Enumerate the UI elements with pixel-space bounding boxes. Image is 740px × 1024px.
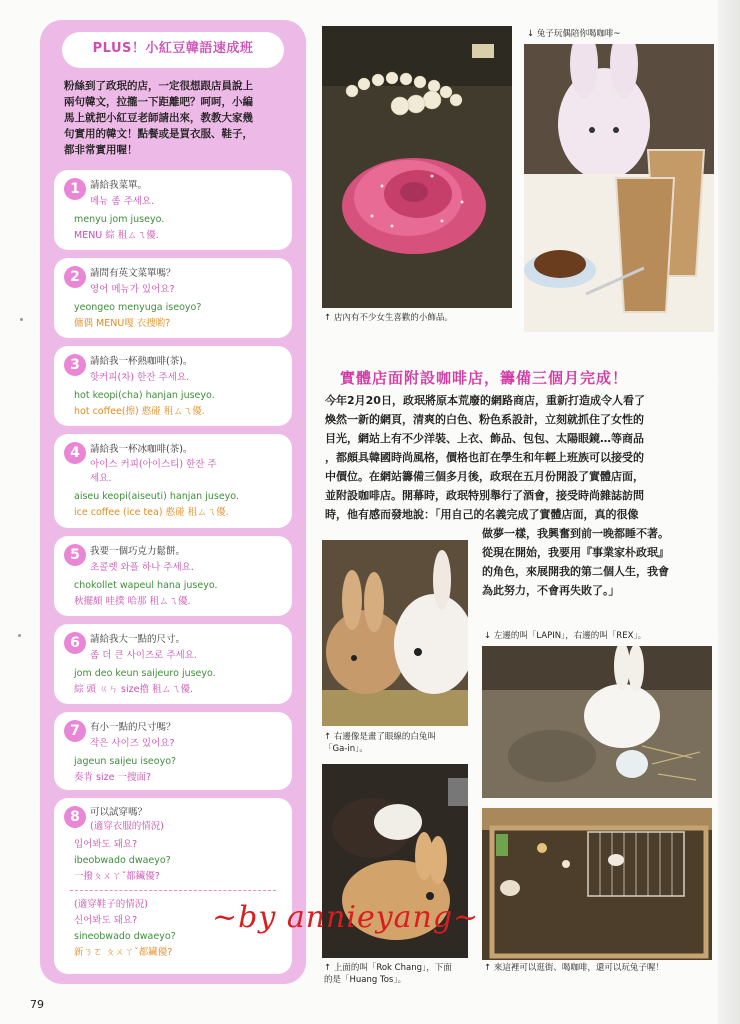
body-line: 時，他有感而發地說：「用自己的名義完成了實體店面，真的很像	[325, 508, 639, 521]
lesson-card	[54, 712, 292, 790]
body-line: 今年2月20日，政珉將原本荒廢的網路商店，重新打造成令人看了	[325, 394, 645, 407]
accessories-illustration	[322, 26, 512, 308]
romanized-phrase: jom deo keun saijeuro juseyo.	[74, 668, 216, 679]
korean-phrase: 좀 더 큰 사이즈로 주세요.	[90, 650, 197, 661]
photo-caption	[324, 731, 436, 755]
romanized-phrase: menyu jom juseyo.	[74, 214, 165, 225]
body-line: ，都頗具韓國時尚風格，價格也訂在學生和年輕上班族可以接受的	[325, 451, 644, 464]
body-line: 為此努力，不會再失敗了。」	[482, 584, 620, 597]
lesson-number: 4	[64, 442, 86, 464]
photo-caption: ↓ 兔子玩偶陪你喝咖啡~	[527, 29, 621, 39]
romanized-phrase: jageun saijeu iseoyo?	[74, 756, 177, 767]
body-line: 的角色，來展開我的第二個人生，我會	[482, 565, 669, 578]
phonetic-phrase: 一撥ㄆㄨㄚˇ都鑶優?	[74, 871, 160, 882]
romanized-phrase: yeongeo menyuga iseoyo?	[74, 302, 202, 313]
romanized-phrase: hot keopi(cha) hanjan juseyo.	[74, 390, 215, 401]
body-line: 煥然一新的網頁，清爽的白色、粉色系設計，立刻就抓住了女性的	[325, 413, 644, 426]
play-area-illustration	[482, 808, 712, 960]
photo-caption: ↑ 店內有不少女生喜歡的小飾品。	[324, 313, 453, 323]
cafe-illustration	[524, 44, 714, 332]
phonetic-phrase: 新ㄋㄛ ㄆㄨㄚˇ都鑶優?	[74, 947, 173, 958]
phonetic-phrase: MENU 綜 租ㄙㄟ優.	[74, 230, 159, 241]
lesson-number: 5	[64, 544, 86, 566]
caption-line: 「Ga-in」。	[324, 744, 368, 754]
korean-phrase: 영어 메뉴가 있어요?	[90, 284, 175, 295]
divider	[70, 890, 276, 891]
photo-caption: ↓ 左邊的叫「LAPIN」，右邊的叫「REX」。	[484, 631, 647, 641]
rabbits-illustration	[322, 540, 468, 726]
article-body	[325, 391, 717, 524]
lesson-card	[54, 536, 292, 616]
lesson-number: 7	[64, 720, 86, 742]
body-line: 中價位。在網站籌備三個多月後，政珉在五月份開設了實體店面，	[325, 470, 644, 483]
phonetic-phrase: hot coffee(擦) 憨碰 租ㄙㄟ優.	[74, 406, 205, 417]
korean-phrase: 신어봐도 돼요?	[74, 915, 138, 926]
lesson-card	[54, 798, 292, 974]
korean-phrase: 입어봐도 돼요?	[74, 839, 138, 850]
romanized-phrase: aiseu keopi(aiseuti) hanjan juseyo.	[74, 491, 239, 502]
lesson-card	[54, 434, 292, 528]
chinese-phrase: 請給我一杯熱咖啡(茶)。	[90, 356, 193, 367]
lapin-rex-illustration	[482, 646, 712, 798]
lesson-number: 1	[64, 178, 86, 200]
phonetic-phrase: 秋擺頗 哇撲 哈那 租ㄙㄟ優.	[74, 596, 191, 607]
intro-line: 都非常實用喔！	[64, 144, 138, 156]
chinese-phrase: 有小一點的尺寸嗎？	[90, 722, 176, 733]
korean-phrase: 아이스 커피(아이스티) 한잔 주	[90, 459, 217, 470]
intro-line: 粉絲到了政珉的店，一定很想跟店員說上	[64, 80, 253, 92]
sidebar-title: PLUS！小紅豆韓語速成班	[62, 32, 284, 68]
article-headline: 實體店面附設咖啡店，籌備三個月完成！	[340, 369, 629, 387]
lesson-card	[54, 624, 292, 704]
korean-phrase-cont: 세요.	[90, 473, 112, 484]
body-line: 並附設咖啡店。開幕時，政珉特別舉行了酒會，接受時尚雜誌訪問	[325, 489, 644, 502]
usage-note: (適穿衣服的情況)	[90, 821, 164, 832]
chinese-phrase: 我要一個巧克力鬆餅。	[90, 546, 186, 557]
romanized-phrase: ibeobwado dwaeyo?	[74, 855, 171, 866]
lesson-number: 8	[64, 806, 86, 828]
intro-line: 句實用的韓文！點餐或是買衣服、鞋子，	[64, 128, 253, 140]
body-line: 目光，網站上有不少洋裝、上衣、飾品、包包、太陽眼鏡…等商品	[325, 432, 644, 445]
chinese-phrase: 可以試穿嗎？	[90, 807, 148, 818]
korean-lesson-sidebar	[40, 20, 306, 984]
caption-line: 的是「Huang Tos」。	[324, 975, 407, 985]
body-line: 從現在開始，我要用『事業家朴政珉』	[482, 546, 669, 559]
phonetic-phrase: ice coffee (ice tea) 憨碰 租ㄙㄟ優.	[74, 507, 229, 518]
lapin-rex-photo	[482, 646, 712, 798]
photo-caption: ↑ 來這裡可以逛街、喝咖啡，還可以玩兔子喔！	[484, 963, 664, 973]
lesson-number: 2	[64, 266, 86, 288]
phonetic-phrase: 奏肯 size 一捜面?	[74, 772, 152, 783]
rabbits-photo	[322, 540, 468, 726]
korean-phrase: 초콜렛 와플 하나 주세요.	[90, 562, 194, 573]
romanized-phrase: chokollet wapeul hana juseyo.	[74, 580, 218, 591]
chinese-phrase: 請給我大一點的尺寸。	[90, 634, 186, 645]
chinese-phrase: 請給我一杯冰咖啡(茶)。	[90, 444, 193, 455]
page-spine	[718, 0, 740, 1024]
page-number: 79	[30, 998, 44, 1011]
korean-phrase: 작은 사이즈 있어요?	[90, 738, 175, 749]
accessories-photo	[322, 26, 512, 308]
phonetic-phrase: 綜 頭 ㄍㄣ size擼 租ㄙㄟ優.	[74, 684, 194, 695]
chinese-phrase: 請問有英文菜單嗎？	[90, 268, 176, 279]
korean-phrase: 핫커피(차) 한잔 주세요.	[90, 372, 190, 383]
chinese-phrase: 請給我菜單。	[90, 180, 148, 191]
intro-line: 兩句韓文，拉攏一下距離吧？呵呵，小編	[64, 96, 253, 108]
caption-line: ↑ 右邊像是畫了眼線的白兔叫	[324, 732, 436, 742]
lesson-card	[54, 170, 292, 250]
usage-note: (適穿鞋子的情況)	[74, 899, 148, 910]
photo-caption	[324, 962, 452, 986]
lesson-card	[54, 346, 292, 426]
intro-line: 馬上就把小紅豆老師請出來，教教大家幾	[64, 112, 253, 124]
article-body-continued	[482, 524, 717, 600]
caption-line: ↑ 上面的叫「Rok Chang」，下面	[324, 963, 452, 973]
cafe-photo	[524, 44, 714, 332]
scan-speck	[18, 634, 21, 637]
body-line: 做夢一樣，我興奮到前一晚都睡不著。	[482, 527, 669, 540]
watermark: ~by annieyang~	[212, 900, 480, 935]
scan-speck	[20, 318, 23, 321]
play-area-photo	[482, 808, 712, 960]
lesson-card	[54, 258, 292, 338]
phonetic-phrase: 傭偶 MENU嘎 衣捜喲?	[74, 318, 171, 329]
lesson-number: 6	[64, 632, 86, 654]
romanized-phrase: sineobwado dwaeyo?	[74, 931, 176, 942]
lesson-number: 3	[64, 354, 86, 376]
korean-phrase: 메뉴 좀 주세요.	[90, 196, 155, 207]
sidebar-intro	[64, 78, 286, 158]
